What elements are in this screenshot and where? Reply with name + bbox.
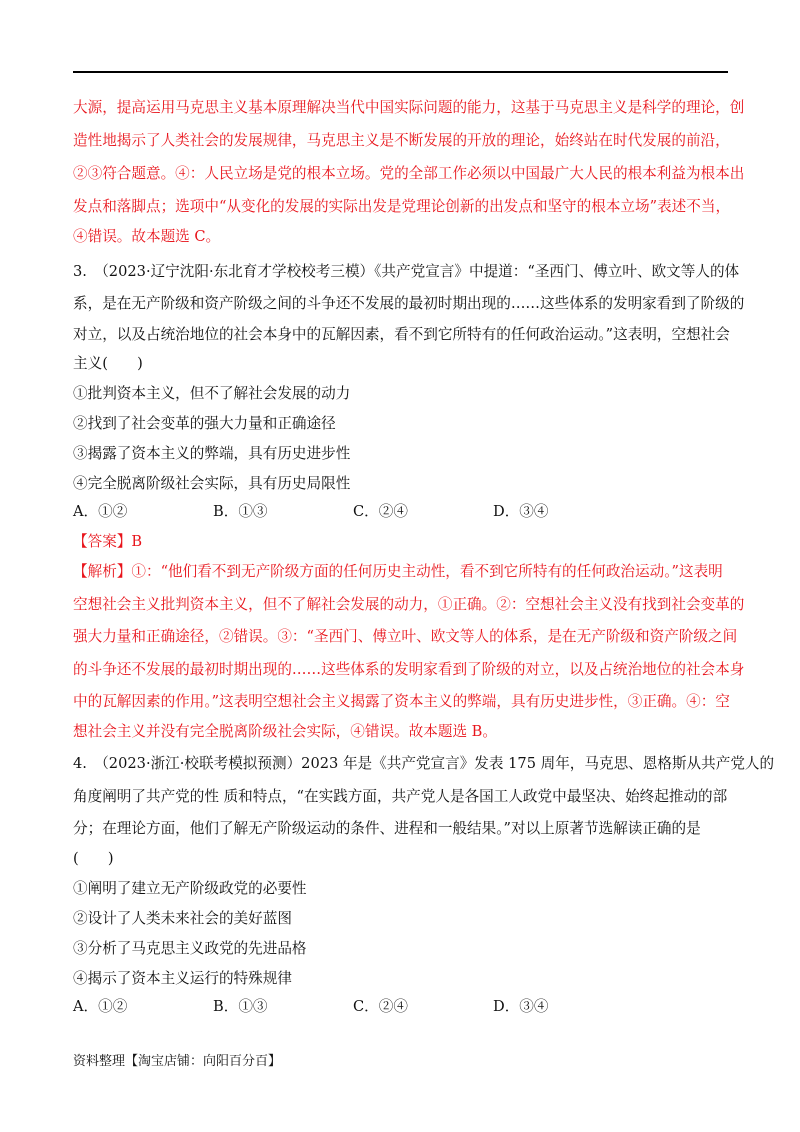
prev-analysis-line: 造性地揭示了人类社会的发展规律，马克思主义是不断发展的开放的理论，始终站在时代发展的前沿， (73, 132, 730, 149)
q4-statement: ②设计了人类未来社会的美好蓝图 (73, 910, 292, 927)
q3-option-c: C．②④ (353, 503, 408, 520)
q4-option-b: B．①③ (213, 998, 268, 1015)
q4-stem-line: 4. （2023·浙江·校联考模拟预测）2023 年是《共产党宣言》发表 175 周年，马克思、恩格斯从共产党人的 (73, 755, 775, 772)
prev-analysis-line: 大源，提高运用马克思主义基本原理解决当代中国实际问题的能力，这基于马克思主义是科学的理论，创 (73, 99, 745, 116)
q3-statement: ③揭露了资本主义的弊端，具有历史进步性 (73, 445, 351, 462)
q3-statement: ④完全脱离阶级社会实际，具有历史局限性 (73, 475, 351, 492)
q3-analysis-line: 中的瓦解因素的作用。”这表明空想社会主义揭露了资本主义的弊端，具有历史进步性，③正确。④：空 (73, 693, 730, 710)
q3-analysis-line: 【解析】①：“他们看不到无产阶级方面的任何历史主动性，看不到它所特有的任何政治运动。”这表明 (73, 563, 723, 580)
prev-analysis-line: 发点和落脚点；选项中“从变化的发展的实际出发是党理论创新的出发点和坚守的根本立场”表述不当， (73, 198, 731, 215)
q3-stem-line: 系，是在无产阶级和资产阶级之间的斗争还不发展的最初时期出现的……这些体系的发明家看到了阶级的 (73, 295, 745, 312)
q3-analysis-line: 强大力量和正确途径，②错误。③：“圣西门、傅立叶、欧文等人的体系，是在无产阶级和资产阶级之间 (73, 628, 738, 645)
footer-source: 资料整理【淘宝店铺：向阳百分百】 (73, 1054, 282, 1069)
q4-statement: ③分析了马克思主义政党的先进品格 (73, 940, 307, 957)
prev-analysis-line: ②③符合题意。④：人民立场是党的根本立场。党的全部工作必须以中国最广大人民的根本利益为根本出 (73, 165, 745, 182)
q4-stem-line: ( ) (73, 850, 114, 867)
q3-option-d: D．③④ (493, 503, 549, 520)
q4-statement: ④揭示了资本主义运行的特殊规律 (73, 970, 292, 987)
q4-option-a: A．①② (73, 998, 128, 1015)
q3-stem-line: 主义( ) (73, 355, 143, 372)
q4-option-c: C．②④ (353, 998, 408, 1015)
q3-analysis-line: 空想社会主义批判资本主义，但不了解社会发展的动力，①正确。②：空想社会主义没有找到社会变革的 (73, 596, 745, 613)
q3-option-a: A．①② (73, 503, 128, 520)
q3-analysis-line: 想社会主义并没有完全脱离阶级社会实际，④错误。故本题选 B。 (73, 723, 497, 740)
q3-statement: ①批判资本主义，但不了解社会发展的动力 (73, 385, 351, 402)
prev-analysis-line: ④错误。故本题选 C。 (73, 228, 221, 245)
header-rule (73, 71, 728, 73)
q4-stem-line: 角度阐明了共产党的性 质和特点，“在实践方面，共产党人是各国工人政党中最坚决、始终起推动的部 (73, 788, 728, 805)
q3-statement: ②找到了社会变革的强大力量和正确途径 (73, 415, 336, 432)
q4-stem-line: 分；在理论方面，他们了解无产阶级运动的条件、进程和一般结果。”对以上原著节选解读正确的是 (73, 820, 701, 837)
q4-statement: ①阐明了建立无产阶级政党的必要性 (73, 880, 307, 897)
q3-stem-line: 3. （2023·辽宁沈阳·东北育才学校校考三模）《共产党宣言》中提道：“圣西门、傅立叶、欧文等人的体 (73, 263, 740, 280)
q4-option-d: D．③④ (493, 998, 549, 1015)
q3-answer: 【答案】B (73, 533, 143, 550)
q3-analysis-line: 的斗争还不发展的最初时期出现的……这些体系的发明家看到了阶级的对立，以及占统治地位的社会本身 (73, 661, 745, 678)
q3-stem-line: 对立，以及占统治地位的社会本身中的瓦解因素，看不到它所特有的任何政治运动。”这表明，空想社会 (73, 326, 730, 343)
q3-option-b: B．①③ (213, 503, 268, 520)
